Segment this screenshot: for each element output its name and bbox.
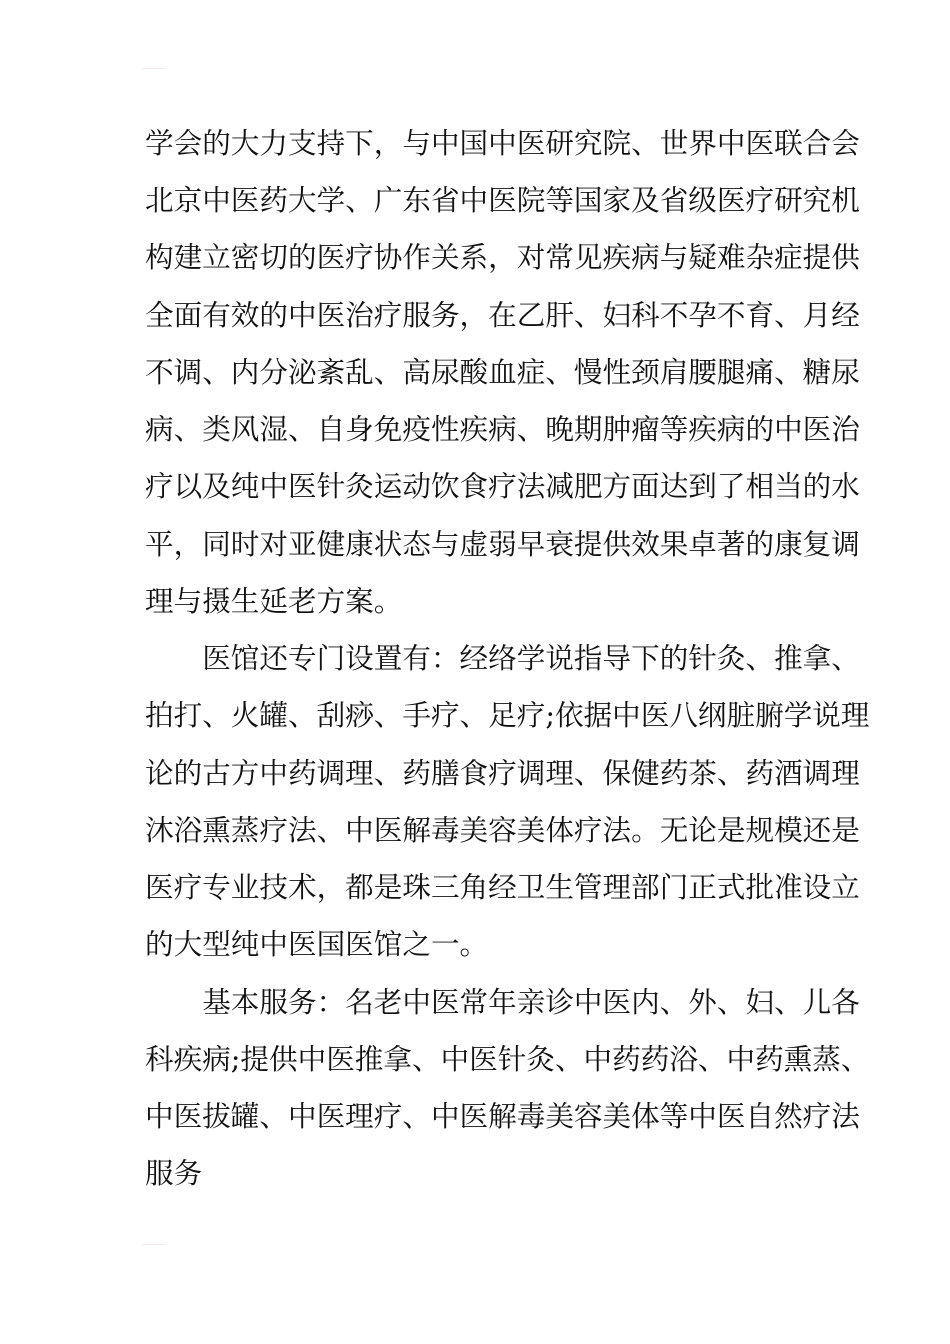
text-line: 北京中医药大学、广东省中医院等国家及省级医疗研究机 bbox=[145, 183, 860, 217]
text-line: 医疗专业技术，都是珠三角经卫生管理部门正式批准设立 bbox=[145, 870, 860, 904]
text-line: 病、类风湿、自身免疫性疾病、晚期肿瘤等疾病的中医治 bbox=[145, 412, 860, 446]
page-bottom-mark bbox=[142, 1244, 166, 1245]
text-line: 拍打、火罐、刮痧、手疗、足疗;依据中医八纲脏腑学说理 bbox=[145, 698, 870, 732]
text-line: 理与摄生延老方案。 bbox=[145, 584, 403, 618]
text-line: 平，同时对亚健康状态与虚弱早衰提供效果卓著的康复调 bbox=[145, 527, 860, 561]
text-line: 全面有效的中医治疗服务，在乙肝、妇科不孕不育、月经 bbox=[145, 298, 860, 332]
text-line: 中医拔罐、中医理疗、中医解毒美容美体等中医自然疗法 bbox=[145, 1099, 860, 1133]
text-line: 医馆还专门设置有：经络学说指导下的针灸、推拿、 bbox=[145, 641, 860, 675]
text-line: 沐浴熏蒸疗法、中医解毒美容美体疗法。无论是规模还是 bbox=[145, 813, 860, 847]
text-line: 服务 bbox=[145, 1156, 203, 1190]
text-line: 构建立密切的医疗协作关系，对常见疾病与疑难杂症提供 bbox=[145, 240, 860, 274]
text-line: 的大型纯中医国医馆之一。 bbox=[145, 927, 489, 961]
text-line: 基本服务：名老中医常年亲诊中医内、外、妇、儿各 bbox=[145, 985, 860, 1019]
text-line: 论的古方中药调理、药膳食疗调理、保健药茶、药酒调理 bbox=[145, 756, 860, 790]
text-line: 不调、内分泌紊乱、高尿酸血症、慢性颈肩腰腿痛、糖尿 bbox=[145, 355, 860, 389]
text-line: 学会的大力支持下，与中国中医研究院、世界中医联合会 bbox=[145, 126, 860, 160]
text-line: 科疾病;提供中医推拿、中医针灸、中药药浴、中药熏蒸、 bbox=[145, 1042, 870, 1076]
text-line: 疗以及纯中医针灸运动饮食疗法减肥方面达到了相当的水 bbox=[145, 469, 860, 503]
page-top-mark bbox=[142, 68, 166, 69]
